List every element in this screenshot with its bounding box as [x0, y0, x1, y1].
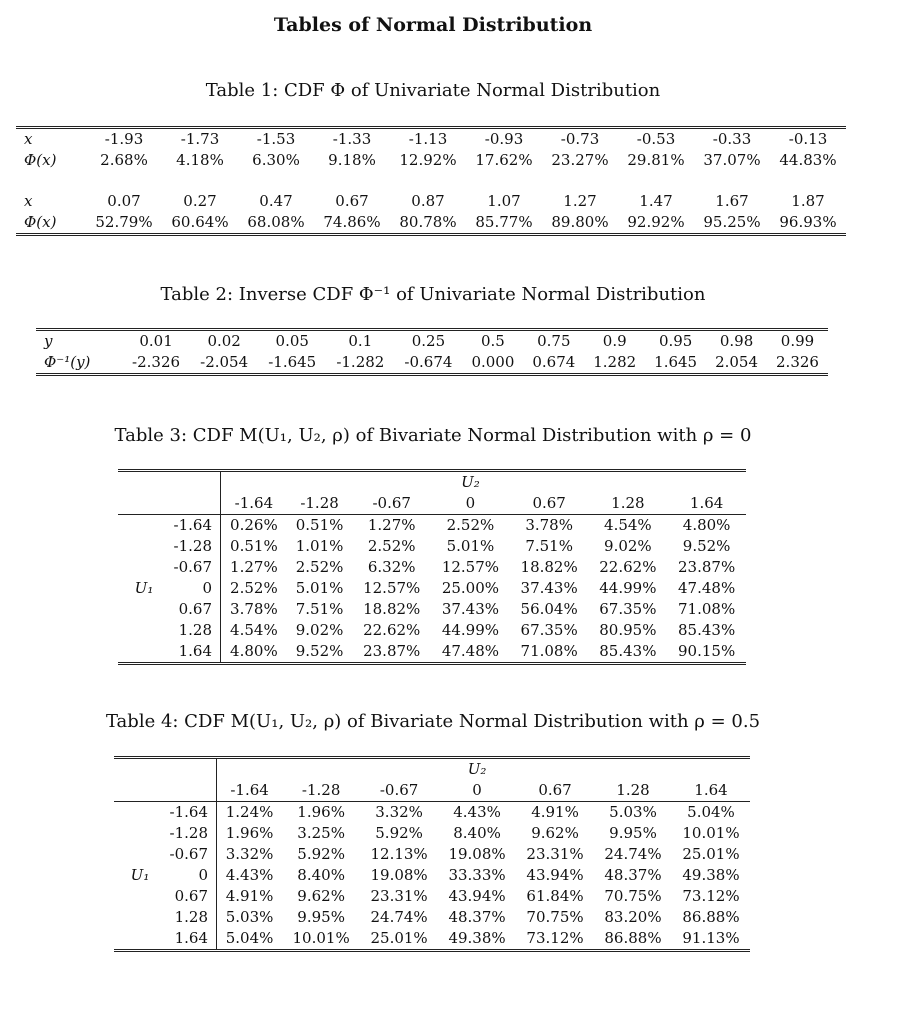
table1-phi-row-1 — [16, 150, 846, 171]
table4-row — [114, 928, 750, 951]
table1 — [16, 126, 846, 236]
table3-caption: Table 3: CDF M(U₁, U₂, ρ) of Bivariate Normal Distribution with ρ = 0 — [114, 425, 752, 446]
table1-x-value: -1.93 — [104, 130, 144, 148]
table1-phi-value: 4.18% — [176, 151, 224, 169]
table3-cell: 90.15% — [678, 642, 736, 660]
table3-header-blank — [287, 471, 353, 494]
table1-phi-value: 74.86% — [323, 213, 381, 231]
table3-col-header: -0.67 — [372, 494, 411, 512]
table4-cell: 3.25% — [297, 824, 345, 842]
table3-cell: 18.82% — [520, 558, 578, 576]
table4-cell: 9.95% — [297, 908, 345, 926]
table1-x-value: 0.47 — [259, 192, 293, 210]
table1-phi-value: 52.79% — [95, 213, 153, 231]
table3-cell: 2.52% — [367, 537, 416, 555]
table4-cell: 73.12% — [682, 887, 740, 905]
table4-col-header: 1.64 — [694, 781, 728, 799]
table4-cell: 4.43% — [225, 866, 274, 884]
table4-cell: 23.31% — [526, 845, 584, 863]
table2-y-value: 0.75 — [537, 332, 571, 350]
table3-cell: 23.87% — [678, 558, 736, 576]
table3-cell: 47.48% — [441, 642, 500, 660]
table3-row-header: -0.67 — [170, 557, 221, 578]
table2-y-value: 0.02 — [207, 332, 241, 350]
table3-row-variable — [118, 515, 170, 537]
table1-x-value: 1.87 — [791, 192, 825, 210]
table3-corner — [118, 471, 170, 494]
table4-corner-3 — [114, 780, 166, 802]
table3-row-variable — [118, 641, 170, 664]
table3-row — [118, 557, 746, 578]
table4-cell: 1.96% — [225, 824, 274, 842]
table3-cell: 67.35% — [520, 621, 578, 639]
table4-cell: 83.20% — [604, 908, 662, 926]
table2-y-value: 0.95 — [658, 332, 693, 350]
table3-cell: 37.43% — [441, 600, 500, 618]
table2-inv-row — [36, 352, 828, 375]
table4 — [114, 756, 750, 952]
table4-col-header: 0 — [472, 781, 482, 799]
table3-row-header: -1.64 — [170, 515, 221, 537]
table4-row-header: 0 — [166, 865, 217, 886]
table3-cell: 2.52% — [295, 558, 344, 576]
table4-col-header: -1.28 — [301, 781, 341, 799]
table2-inv-value: 1.645 — [654, 353, 698, 371]
table2-inv-value: 1.282 — [593, 353, 637, 371]
table3-col-header: 1.64 — [689, 494, 724, 512]
table4-row-variable — [114, 823, 166, 844]
table4-header-var-row — [114, 758, 750, 781]
table2-inv-value: -1.645 — [268, 353, 317, 371]
page-title: Tables of Normal Distribution — [273, 14, 593, 36]
table3-cell: 1.01% — [295, 537, 344, 555]
table3-header-blank — [667, 471, 746, 494]
table3-col-header: 0 — [465, 494, 476, 512]
table4-row — [114, 823, 750, 844]
table4-row — [114, 802, 750, 824]
table4-row — [114, 844, 750, 865]
table2-inv-value: 2.326 — [776, 353, 819, 371]
table4-header-blank — [594, 758, 672, 781]
table4-row-variable — [114, 802, 166, 824]
table4-cell: 5.03% — [225, 908, 274, 926]
table4-cell: 10.01% — [292, 929, 350, 947]
table3-cell: 71.08% — [678, 600, 736, 618]
table4-cell: 48.37% — [604, 866, 662, 884]
table3-cell: 12.57% — [441, 558, 500, 576]
table4-corner-4 — [166, 780, 217, 802]
table4-corner — [114, 758, 166, 781]
table3-col-header: 0.67 — [532, 494, 566, 512]
table3-cell: 9.02% — [295, 621, 344, 639]
table4-cell: 19.08% — [370, 866, 428, 884]
table3-cell: 0.26% — [230, 516, 278, 534]
table3-cell: 80.95% — [599, 621, 657, 639]
table4-cell: 9.62% — [297, 887, 345, 905]
table3-corner-3 — [118, 493, 170, 515]
table3-cell: 22.62% — [363, 621, 421, 639]
table4-cell: 3.32% — [225, 845, 274, 863]
table4-col-header: 1.28 — [616, 781, 650, 799]
table4-cell: 12.13% — [370, 845, 428, 863]
table2-y-value: 0.98 — [719, 332, 754, 350]
table4-cell: 24.74% — [604, 845, 662, 863]
table2-y-value: 0.9 — [602, 332, 627, 350]
table4-header-blank — [217, 758, 283, 781]
table4-row-header: 0.67 — [166, 886, 217, 907]
table4-cell: 4.91% — [531, 803, 579, 821]
table1-phi-value: 17.62% — [475, 151, 533, 169]
table3-cell: 9.52% — [682, 537, 731, 555]
table3-col-header: -1.64 — [234, 494, 274, 512]
table3-row-variable — [118, 557, 170, 578]
table2-y-value: 0.99 — [780, 332, 815, 350]
table1-phi-value: 95.25% — [703, 213, 761, 231]
table3-cell: 22.62% — [599, 558, 657, 576]
table2-y-row — [36, 330, 828, 353]
table2-inv-value: -2.326 — [132, 353, 181, 371]
table1-phi-value: 96.93% — [779, 213, 837, 231]
table1-x-value: 0.67 — [335, 192, 369, 210]
table3-header-values-row — [118, 493, 746, 515]
table4-cell: 24.74% — [370, 908, 428, 926]
table3-cell: 7.51% — [525, 537, 573, 555]
table1-x-value: -1.73 — [180, 130, 220, 148]
table3-row-header: -1.28 — [170, 536, 221, 557]
table3-cell: 85.43% — [599, 642, 657, 660]
table1-phi-value: 68.08% — [247, 213, 305, 231]
table3-cell: 47.48% — [678, 579, 736, 597]
table1-phi-label-2: Φ(x) — [24, 213, 57, 231]
table3-cell: 2.52% — [446, 516, 495, 534]
table2-y-value: 0.05 — [275, 332, 309, 350]
table2-inv-value: 0.674 — [532, 353, 576, 371]
table1-phi-value: 44.83% — [779, 151, 837, 169]
table4-header-blank — [282, 758, 360, 781]
table3-cell: 3.78% — [525, 516, 573, 534]
table3-cell: 9.02% — [604, 537, 652, 555]
table1-x-value: -1.33 — [332, 130, 372, 148]
table4-cell: 1.24% — [225, 803, 274, 821]
table3-row-variable: U₁ — [134, 579, 154, 597]
table1-x-label: x — [24, 130, 33, 148]
table1-phi-value: 9.18% — [328, 151, 376, 169]
table4-cell: 1.96% — [297, 803, 345, 821]
table4-cell: 8.40% — [297, 866, 345, 884]
table4-cell: 86.88% — [682, 908, 740, 926]
table1-x-value: -1.13 — [408, 130, 448, 148]
table4-row-header: 1.64 — [166, 928, 217, 951]
table3-cell: 44.99% — [441, 621, 500, 639]
table2-inv-value: 2.054 — [715, 353, 759, 371]
table1-phi-value: 29.81% — [627, 151, 685, 169]
table4-header-blank — [672, 758, 750, 781]
table3-row-variable — [118, 620, 170, 641]
table4-row-variable — [114, 928, 166, 951]
table3-cell: 4.54% — [230, 621, 278, 639]
table4-cell: 25.01% — [682, 845, 740, 863]
table1-x-value: -1.53 — [256, 130, 296, 148]
table4-cell: 49.38% — [448, 929, 506, 947]
table2-y-label: y — [44, 332, 53, 350]
table2-y-value: 0.25 — [411, 332, 446, 350]
table4-cell: 70.75% — [526, 908, 584, 926]
table3-corner-4 — [170, 493, 221, 515]
table4-col-header: -1.64 — [230, 781, 269, 799]
table3-cell: 4.80% — [230, 642, 278, 660]
table4-cell: 91.13% — [682, 929, 740, 947]
table1-phi-label: Φ(x) — [24, 151, 57, 169]
table2-inv-value: -0.674 — [404, 353, 453, 371]
table3-col-header: 1.28 — [611, 494, 645, 512]
table4-row-header: -0.67 — [166, 844, 217, 865]
table4-cell: 9.95% — [609, 824, 657, 842]
table3-col-header: -1.28 — [300, 494, 339, 512]
table4-cell: 9.62% — [531, 824, 579, 842]
table3-row — [118, 641, 746, 664]
table1-x-value: 1.47 — [639, 192, 673, 210]
table4-row — [114, 865, 750, 886]
table1-phi-value: 23.27% — [551, 151, 609, 169]
table1-phi-value: 6.30% — [252, 151, 300, 169]
table4-cell: 19.08% — [448, 845, 506, 863]
table4-caption: Table 4: CDF M(U₁, U₂, ρ) of Bivariate Normal Distribution with ρ = 0.5 — [105, 711, 761, 732]
table4-cell: 5.04% — [225, 929, 274, 947]
table4-col-header: -0.67 — [379, 781, 419, 799]
table3-cell: 37.43% — [520, 579, 578, 597]
table1-x-value: -0.33 — [712, 130, 752, 148]
table4-cell: 10.01% — [682, 824, 740, 842]
table3-cell: 6.32% — [367, 558, 416, 576]
table4-cell: 23.31% — [370, 887, 428, 905]
table1-caption: Table 1: CDF Φ of Univariate Normal Distribution — [205, 80, 661, 101]
table3-row — [118, 536, 746, 557]
table4-row-header: -1.64 — [166, 802, 217, 824]
table1-x-value: -0.13 — [788, 130, 828, 148]
table4-row-variable — [114, 907, 166, 928]
table4-cell: 33.33% — [448, 866, 506, 884]
table3-header-blank — [510, 471, 589, 494]
table4-row — [114, 907, 750, 928]
table4-cell: 49.38% — [682, 866, 740, 884]
table4-cell: 5.92% — [375, 824, 423, 842]
table1-x-value: 0.87 — [411, 192, 445, 210]
table3-cell: 71.08% — [520, 642, 578, 660]
table4-cell: 70.75% — [604, 887, 662, 905]
table2-inv-label: Φ⁻¹(y) — [44, 353, 91, 371]
table3-row-variable — [118, 599, 170, 620]
table1-spacer — [16, 171, 846, 191]
table1-x-value: 1.07 — [487, 192, 521, 210]
table1-phi-value: 89.80% — [551, 213, 609, 231]
table4-col-header: 0.67 — [538, 781, 572, 799]
table3-row — [118, 620, 746, 641]
table3-cell: 4.54% — [604, 516, 652, 534]
table4-cell: 61.84% — [526, 887, 584, 905]
table1-phi-value: 12.92% — [399, 151, 457, 169]
table2 — [36, 328, 828, 376]
table3-cell: 18.82% — [363, 600, 421, 618]
table3-cell: 25.00% — [441, 579, 500, 597]
table3-cell: 85.43% — [678, 621, 736, 639]
table1-phi-row-2 — [16, 212, 846, 235]
table4-row-header: -1.28 — [166, 823, 217, 844]
table4-row-header: 1.28 — [166, 907, 217, 928]
table3-header-blank — [352, 471, 431, 494]
table4-cell: 3.32% — [375, 803, 423, 821]
table3-cell: 23.87% — [363, 642, 421, 660]
table3-cell: 56.04% — [520, 600, 578, 618]
table2-inv-value: -1.282 — [336, 353, 385, 371]
table3-cell: 2.52% — [230, 579, 278, 597]
table3-cell: 12.57% — [363, 579, 421, 597]
table3-row-header: 0.67 — [170, 599, 221, 620]
table1-x-value: 0.27 — [183, 192, 217, 210]
table3-row-header: 0 — [170, 578, 221, 599]
table4-cell: 5.92% — [297, 845, 345, 863]
table4-col-variable: U₂ — [467, 760, 487, 778]
table3-col-variable: U₂ — [461, 473, 480, 491]
table3-cell: 9.52% — [295, 642, 344, 660]
table1-x-value: -0.93 — [484, 130, 524, 148]
table3-cell: 0.51% — [230, 537, 278, 555]
table4-corner-2 — [166, 758, 217, 781]
table3-corner-2 — [170, 471, 221, 494]
table1-x-label-2: x — [24, 192, 33, 210]
table1-phi-value: 2.68% — [100, 151, 148, 169]
table3-cell: 44.99% — [599, 579, 657, 597]
table1-phi-value: 37.07% — [703, 151, 761, 169]
table4-cell: 5.03% — [609, 803, 657, 821]
table3 — [118, 469, 746, 665]
table4-header-blank — [360, 758, 438, 781]
table3-cell: 1.27% — [367, 516, 416, 534]
table3-row-header: 1.64 — [170, 641, 221, 664]
table1-x-value: 0.07 — [107, 192, 141, 210]
table2-caption: Table 2: Inverse CDF Φ⁻¹ of Univariate Normal Distribution — [160, 284, 706, 305]
table3-cell: 4.80% — [682, 516, 731, 534]
table1-phi-value: 92.92% — [627, 213, 685, 231]
table4-header-blank — [516, 758, 594, 781]
table2-inv-value: -2.054 — [200, 353, 249, 371]
table4-row-variable: U₁ — [130, 866, 150, 884]
table4-row — [114, 886, 750, 907]
table4-cell: 5.04% — [687, 803, 735, 821]
table4-header-values-row — [114, 780, 750, 802]
table1-x-row-2 — [16, 191, 846, 212]
table3-cell: 5.01% — [295, 579, 344, 597]
table3-cell: 0.51% — [295, 516, 344, 534]
table4-cell: 25.01% — [370, 929, 428, 947]
table3-header-blank — [221, 471, 287, 494]
table4-cell: 86.88% — [604, 929, 662, 947]
table3-cell: 1.27% — [230, 558, 278, 576]
table3-cell: 7.51% — [295, 600, 344, 618]
table2-y-value: 0.01 — [139, 332, 173, 350]
table3-row-variable — [118, 536, 170, 557]
table2-y-value: 0.5 — [480, 332, 505, 350]
table4-cell: 4.91% — [225, 887, 274, 905]
table1-phi-value: 60.64% — [171, 213, 229, 231]
table3-row — [118, 578, 746, 599]
table1-x-value: -0.53 — [636, 130, 676, 148]
table3-header-blank — [589, 471, 668, 494]
table1-x-value: -0.73 — [560, 130, 600, 148]
table4-cell: 43.94% — [526, 866, 584, 884]
table3-cell: 67.35% — [599, 600, 657, 618]
table3-cell: 5.01% — [446, 537, 495, 555]
table1-phi-value: 85.77% — [475, 213, 533, 231]
table1-x-value: 1.67 — [715, 192, 749, 210]
table4-cell: 8.40% — [453, 824, 501, 842]
table3-row-header: 1.28 — [170, 620, 221, 641]
table3-cell: 3.78% — [230, 600, 278, 618]
table2-y-value: 0.1 — [348, 332, 373, 350]
table3-header-var-row — [118, 471, 746, 494]
table3-row — [118, 515, 746, 537]
table4-cell: 43.94% — [448, 887, 506, 905]
table3-row — [118, 599, 746, 620]
table1-x-value: 1.27 — [563, 192, 597, 210]
table2-inv-value: 0.000 — [471, 353, 515, 371]
table1-x-row-1 — [16, 128, 846, 151]
table4-cell: 73.12% — [526, 929, 584, 947]
table4-row-variable — [114, 886, 166, 907]
table4-cell: 48.37% — [448, 908, 506, 926]
table1-phi-value: 80.78% — [399, 213, 457, 231]
table4-row-variable — [114, 844, 166, 865]
table4-cell: 4.43% — [453, 803, 501, 821]
